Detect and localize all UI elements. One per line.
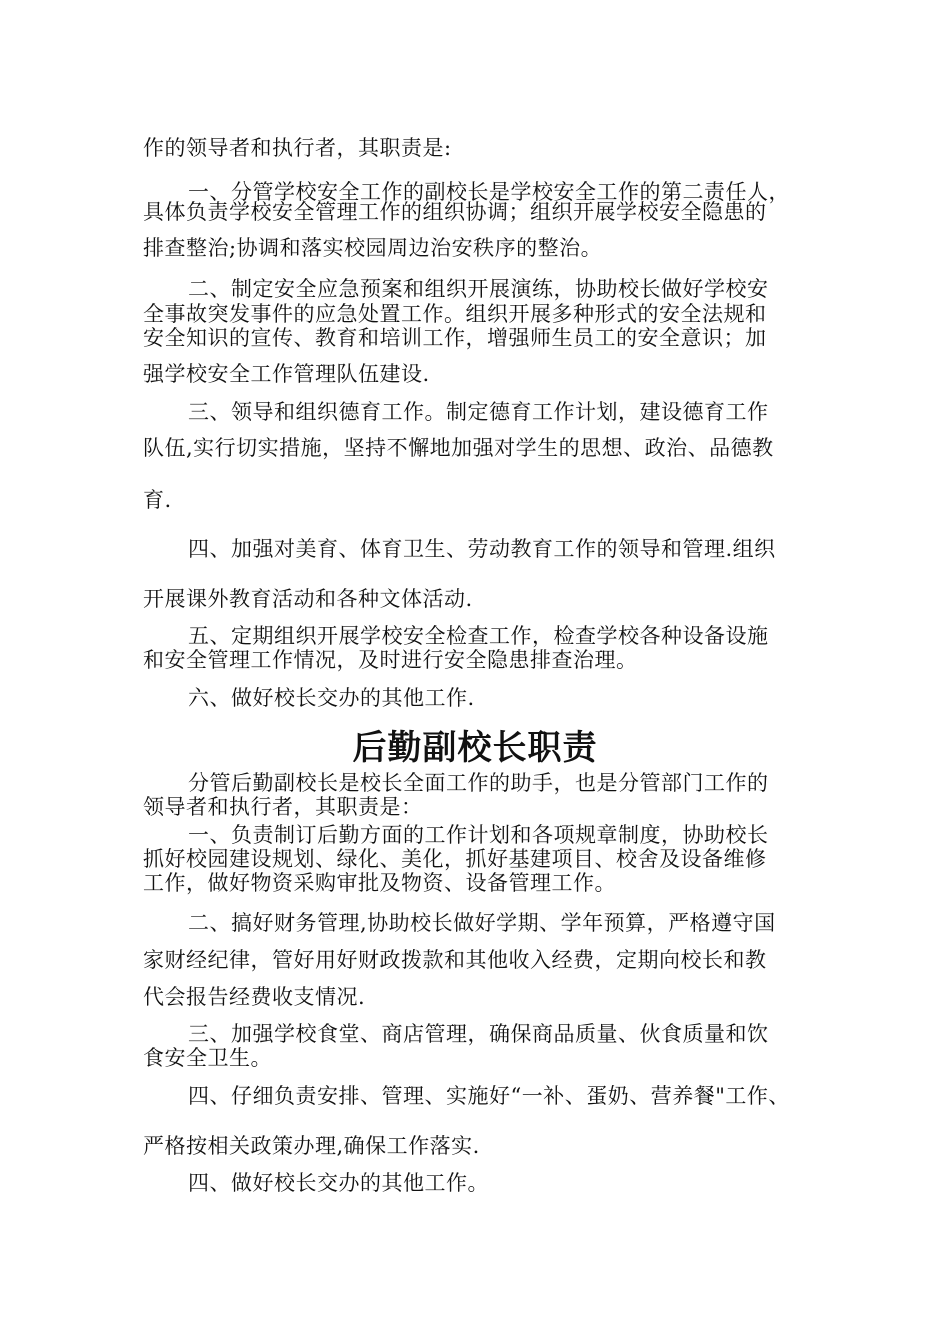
paragraph-line: 二、搞好财务管理,协助校长做好学期、学年预算，严格遵守国 <box>188 911 776 935</box>
paragraph-line: 四、仔细负责安排、管理、实施好“一补、蛋奶、营养餐"工作、 <box>188 1084 790 1108</box>
paragraph-line: 排查整治;协调和落实校园周边治安秩序的整治。 <box>143 236 603 260</box>
paragraph-line: 五、定期组织开展学校安全检查工作，检查学校各种设备设施 <box>188 624 769 648</box>
paragraph-line: 代会报告经费收支情况. <box>143 985 366 1009</box>
paragraph-line: 和安全管理工作情况，及时进行安全隐患排查治理。 <box>143 648 638 672</box>
paragraph-line: 强学校安全工作管理队伍建设. <box>143 362 430 386</box>
paragraph-line: 食安全卫生。 <box>143 1046 272 1070</box>
paragraph-line: 具体负责学校安全管理工作的组织协调；组织开展学校安全隐患的 <box>143 200 767 224</box>
paragraph-line: 三、领导和组织德育工作。制定德育工作计划，建设德育工作 <box>188 400 769 424</box>
paragraph-line: 作的领导者和执行者，其职责是: <box>143 136 452 160</box>
paragraph-line: 队伍,实行切实措施，坚持不懈地加强对学生的思想、政治、品德教 <box>143 436 774 460</box>
paragraph-line: 六、做好校长交办的其他工作. <box>188 686 475 710</box>
paragraph-line: 分管后勤副校长是校长全面工作的助手，也是分管部门工作的 <box>188 771 769 795</box>
paragraph-line: 严格按相关政策办理,确保工作落实. <box>143 1134 480 1158</box>
paragraph-line: 领导者和执行者，其职责是： <box>143 795 423 819</box>
paragraph-line: 三、加强学校食堂、商店管理，确保商品质量、伙食质量和饮 <box>188 1022 769 1046</box>
paragraph-line: 育. <box>143 488 172 512</box>
paragraph-line: 安全知识的宣传、教育和培训工作，增强师生员工的安全意识；加 <box>143 326 767 350</box>
paragraph-line: 四、做好校长交办的其他工作。 <box>188 1171 489 1195</box>
paragraph-line: 四、加强对美育、体育卫生、劳动教育工作的领导和管理.组织 <box>188 537 776 561</box>
paragraph-line: 家财经纪律，管好用好财政拨款和其他收入经费，定期向校长和教 <box>143 948 767 972</box>
paragraph-line: 抓好校园建设规划、绿化、美化，抓好基建项目、校舍及设备维修 <box>143 847 767 871</box>
section-title: 后勤副校长职责 <box>352 728 598 768</box>
paragraph-line: 工作，做好物资采购审批及物资、设备管理工作。 <box>143 871 616 895</box>
paragraph-line: 开展课外教育活动和各种文体活动. <box>143 587 473 611</box>
paragraph-line: 二、制定安全应急预案和组织开展演练，协助校长做好学校安 <box>188 277 769 301</box>
paragraph-line: 全事故突发事件的应急处置工作。组织开展多种形式的安全法规和 <box>143 302 767 326</box>
paragraph-line: 一、负责制订后勤方面的工作计划和各项规章制度，协助校长 <box>188 823 769 847</box>
paragraph-line: 一、分管学校安全工作的副校长是学校安全工作的第二责任人， <box>188 180 790 204</box>
